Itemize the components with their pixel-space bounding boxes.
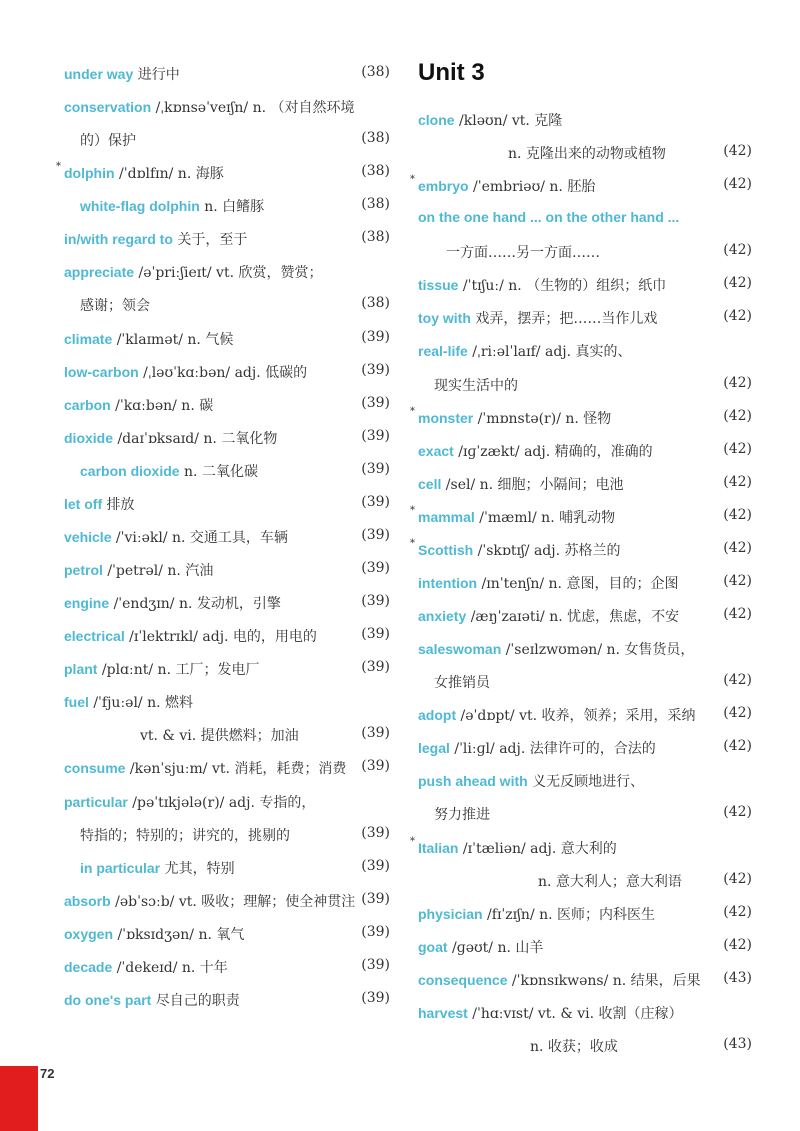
glossary-entry	[418, 209, 752, 237]
glossary-entry	[64, 792, 390, 820]
headword: dolphin	[64, 165, 115, 182]
definition: /ˈfjuːəl/ n. 燃料	[88, 695, 194, 712]
star-marker: *	[410, 835, 415, 847]
page-ref: (38)	[361, 64, 390, 80]
glossary-entry	[64, 990, 390, 1018]
definition: /plɑːnt/ n. 工厂；发电厂	[97, 662, 260, 679]
page-ref: (38)	[361, 295, 390, 312]
glossary-entry	[418, 1003, 752, 1031]
page-color-tab	[0, 1066, 38, 1131]
glossary-entry	[64, 97, 390, 125]
definition: /ˈklaɪmət/ n. 气候	[112, 331, 234, 348]
page-ref: (39)	[361, 989, 390, 1006]
definition: /kənˈsjuːm/ vt. 消耗，耗费；消费	[125, 761, 347, 778]
glossary-entry	[56, 161, 390, 191]
page-ref: (42)	[723, 176, 752, 193]
glossary-entry	[64, 262, 390, 290]
page-ref: (38)	[361, 130, 390, 147]
glossary-entry	[418, 771, 752, 799]
glossary-entry	[64, 758, 390, 786]
definition: /ˌkɒnsəˈveɪʃn/ n. （对自然环境	[151, 100, 355, 117]
glossary-entry	[64, 957, 390, 985]
page-ref: (39)	[361, 526, 390, 543]
headword: electrical	[64, 628, 125, 645]
headword: oxygen	[64, 925, 114, 942]
page-ref: (39)	[361, 659, 390, 676]
headword: harvest	[418, 1004, 468, 1021]
glossary-entry	[418, 1036, 752, 1064]
star-marker: *	[410, 504, 415, 516]
headword: on the one hand ... on the other hand ...	[418, 209, 680, 226]
headword: goat	[418, 938, 448, 955]
page-ref: (39)	[361, 394, 390, 411]
headword: carbon dioxide	[80, 462, 180, 479]
glossary-entry	[64, 825, 390, 853]
headword: embryo	[418, 178, 469, 195]
definition: /ˈdekeɪd/ n. 十年	[112, 959, 228, 976]
definition: n. 二氧化碳	[179, 463, 258, 480]
page-ref: (39)	[361, 560, 390, 577]
headword: in particular	[80, 859, 161, 876]
definition: /sel/ n. 细胞；小隔间；电池	[441, 476, 624, 493]
glossary-entry	[64, 692, 390, 720]
definition: /əˈdɒpt/ vt. 收养，领养；采用，采纳	[456, 708, 696, 725]
glossary-entry	[64, 329, 390, 357]
headword: white-flag dolphin	[80, 198, 200, 215]
page-ref: (39)	[361, 328, 390, 345]
glossary-entry	[418, 308, 752, 336]
page-ref: (42)	[723, 473, 752, 490]
definition: /ˈliːɡl/ adj. 法律许可的，合法的	[449, 741, 656, 758]
glossary-entry	[64, 196, 390, 224]
glossary-entry	[64, 461, 390, 489]
glossary-entry	[64, 560, 390, 588]
glossary-entry	[418, 275, 752, 303]
headword: plant	[64, 661, 98, 678]
definition: /əˈpriːʃieɪt/ vt. 欣赏，赞赏；	[134, 265, 323, 282]
headword: monster	[418, 409, 474, 426]
headword: cell	[418, 475, 442, 492]
definition: n. 白鳍豚	[199, 199, 265, 216]
page-ref: (39)	[361, 493, 390, 510]
star-marker: *	[56, 161, 61, 173]
page-ref: (42)	[723, 870, 752, 887]
glossary-entry	[410, 405, 752, 436]
definition: /ˈskɒtɪʃ/ adj. 苏格兰的	[473, 542, 621, 559]
page-ref: (43)	[723, 1035, 752, 1052]
headword: vehicle	[64, 528, 112, 545]
glossary-entry	[64, 494, 390, 522]
page-ref: (42)	[723, 308, 752, 325]
glossary-entry	[64, 130, 390, 158]
headword: saleswoman	[418, 641, 502, 658]
definition: 感谢；领会	[80, 298, 150, 315]
glossary-entry	[64, 64, 390, 92]
definition: /ɪɡˈzækt/ adj. 精确的，准确的	[453, 443, 653, 460]
definition: n. 克隆出来的动物或植物	[508, 146, 666, 163]
headword: low-carbon	[64, 363, 139, 380]
definition: 努力推进	[434, 807, 490, 824]
glossary-entry	[418, 904, 752, 932]
headword: carbon	[64, 396, 111, 413]
glossary-entry	[418, 110, 752, 138]
definition: /ˌləʊˈkɑːbən/ adj. 低碳的	[138, 364, 308, 381]
page-ref: (39)	[361, 593, 390, 610]
definition: 尤其，特别	[160, 860, 235, 877]
definition: 特指的；特别的；讲究的，挑剔的	[80, 827, 290, 844]
definition: /əbˈsɔːb/ vt. 吸收；理解；使全神贯注	[110, 893, 356, 910]
glossary-entry	[418, 672, 752, 700]
page-ref: (38)	[361, 229, 390, 246]
headword: appreciate	[64, 264, 135, 281]
page-ref: (42)	[723, 606, 752, 623]
definition: /æŋˈzaɪəti/ n. 忧虑，焦虑，不安	[466, 609, 680, 626]
glossary-entry	[418, 573, 752, 601]
definition: /ˈendʒɪn/ n. 发动机，引擎	[109, 596, 281, 613]
definition: /pəˈtɪkjələ(r)/ adj. 专指的，	[127, 794, 316, 811]
page-ref: (39)	[361, 725, 390, 742]
glossary-entry	[410, 504, 752, 535]
glossary-entry	[418, 341, 752, 369]
headword: push ahead with	[418, 773, 528, 790]
headword: consequence	[418, 971, 508, 988]
glossary-entry	[64, 858, 390, 886]
headword: climate	[64, 330, 113, 347]
headword: under way	[64, 66, 134, 82]
glossary-entry	[64, 428, 390, 456]
page-ref: (42)	[723, 804, 752, 821]
glossary-entry	[418, 375, 752, 403]
page-number: 72	[40, 1066, 55, 1081]
page-ref: (42)	[723, 143, 752, 160]
definition: /ɪˈlektrɪkl/ adj. 电的，用电的	[124, 629, 317, 646]
glossary-entry	[418, 242, 752, 270]
definition: 戏弄，摆弄；把……当作儿戏	[470, 311, 658, 328]
headword: let off	[64, 495, 103, 512]
headword: engine	[64, 595, 110, 612]
headword: absorb	[64, 892, 111, 909]
definition: n. 意大利人；意大利语	[538, 873, 682, 890]
glossary-entry	[64, 626, 390, 654]
page-ref: (39)	[361, 890, 390, 907]
definition: /ˈtɪʃuː/ n. （生物的）组织；纸巾	[458, 278, 667, 295]
headword: Italian	[418, 839, 459, 856]
headword: physician	[418, 905, 483, 922]
definition: 义无反顾地进行、	[527, 774, 645, 791]
headword: Scottish	[418, 541, 474, 558]
page-ref: (43)	[723, 969, 752, 986]
page-ref: (42)	[723, 572, 752, 589]
definition: /ˈdɒlfɪn/ n. 海豚	[114, 166, 224, 183]
glossary-entry	[64, 659, 390, 687]
definition: /ɪnˈtenʃn/ n. 意图，目的；企图	[477, 575, 679, 592]
definition: 关于，至于	[172, 232, 248, 249]
page-ref: (38)	[361, 196, 390, 213]
glossary-entry	[418, 738, 752, 766]
definition: 的）保护	[80, 133, 136, 150]
page-ref: (42)	[723, 506, 752, 523]
page-ref: (39)	[361, 923, 390, 940]
page-ref: (39)	[361, 427, 390, 444]
definition: /ˈmɒnstə(r)/ n. 怪物	[473, 410, 612, 427]
glossary-entry	[64, 593, 390, 621]
page-ref: (42)	[723, 936, 752, 953]
glossary-entry	[418, 937, 752, 965]
glossary-entry	[418, 474, 752, 502]
definition: 进行中	[133, 67, 180, 83]
glossary-entry	[64, 395, 390, 423]
page-ref: (39)	[361, 956, 390, 973]
definition: 尽自己的职责	[151, 992, 240, 1009]
definition: /ˈkɒnsɪkwəns/ n. 结果，后果	[507, 972, 701, 989]
glossary-entry	[410, 835, 752, 866]
page-ref: (42)	[723, 407, 752, 424]
glossary-entry	[418, 804, 752, 832]
glossary-entry	[418, 606, 752, 634]
definition: /ˈɒksɪdʒən/ n. 氧气	[113, 926, 245, 943]
definition: /ˈkɑːbən/ n. 碳	[110, 397, 214, 414]
page-ref: (38)	[361, 163, 390, 180]
page-ref: (39)	[361, 857, 390, 874]
page-ref: (39)	[361, 824, 390, 841]
page-ref: (39)	[361, 361, 390, 378]
glossary-entry	[64, 295, 390, 323]
headword: toy with	[418, 310, 471, 327]
definition: n. 收获；收成	[530, 1038, 618, 1055]
glossary-entry	[64, 527, 390, 555]
page-ref: (42)	[723, 539, 752, 556]
headword: real-life	[418, 343, 468, 360]
definition: 女推销员	[434, 675, 490, 692]
headword: fuel	[64, 694, 89, 711]
glossary-entry	[410, 537, 752, 568]
page-ref: (42)	[723, 374, 752, 391]
headword: do one's part	[64, 991, 152, 1008]
definition: /ˈseɪlzwʊmən/ n. 女售货员，	[501, 642, 695, 659]
glossary-entry	[64, 725, 390, 753]
glossary-entry	[410, 174, 752, 204]
headword: petrol	[64, 562, 103, 579]
glossary-entry	[64, 891, 390, 919]
glossary-entry	[418, 441, 752, 469]
headword: particular	[64, 793, 128, 810]
star-marker: *	[410, 174, 415, 186]
headword: dioxide	[64, 429, 114, 446]
page-ref: (42)	[723, 242, 752, 259]
headword: exact	[418, 442, 454, 459]
definition: /ˈviːəkl/ n. 交通工具，车辆	[111, 529, 288, 546]
headword: decade	[64, 958, 113, 975]
page-ref: (42)	[723, 903, 752, 920]
definition: /ˈhɑːvɪst/ vt. & vi. 收割（庄稼）	[467, 1005, 683, 1022]
unit-title: Unit 3	[418, 59, 485, 86]
headword: consume	[64, 760, 126, 777]
definition: /ɡəʊt/ n. 山羊	[447, 939, 544, 956]
star-marker: *	[410, 405, 415, 417]
headword: legal	[418, 740, 450, 757]
page-ref: (42)	[723, 440, 752, 457]
headword: mammal	[418, 508, 475, 525]
glossary-entry	[418, 705, 752, 733]
page-ref: (42)	[723, 672, 752, 689]
glossary-entry	[418, 143, 752, 171]
definition: /ˈmæml/ n. 哺乳动物	[474, 509, 616, 526]
headword: tissue	[418, 277, 459, 294]
definition: /daɪˈɒksaɪd/ n. 二氧化物	[113, 430, 278, 447]
headword: conservation	[64, 99, 152, 116]
page-ref: (39)	[361, 626, 390, 643]
glossary-entry	[418, 970, 752, 998]
page-ref: (42)	[723, 738, 752, 755]
definition: /ˈembriəʊ/ n. 胚胎	[468, 179, 596, 196]
glossary-entry	[64, 229, 390, 257]
definition: 现实生活中的	[434, 377, 518, 394]
definition: /ˈpetrəl/ n. 汽油	[102, 563, 214, 580]
glossary-entry	[64, 362, 390, 390]
definition: 排放	[102, 496, 135, 513]
definition: vt. & vi. 提供燃料；加油	[140, 728, 299, 745]
headword: adopt	[418, 707, 457, 724]
headword: intention	[418, 574, 478, 591]
star-marker: *	[410, 537, 415, 549]
definition: /ɪˈtæliən/ adj. 意大利的	[458, 840, 617, 857]
page-ref: (39)	[361, 758, 390, 775]
glossary-entry	[418, 639, 752, 667]
page-ref: (42)	[723, 705, 752, 722]
definition: /kləʊn/ vt. 克隆	[454, 113, 563, 129]
page-ref: (42)	[723, 275, 752, 292]
headword: anxiety	[418, 608, 467, 625]
glossary-entry	[64, 924, 390, 952]
headword: clone	[418, 112, 455, 128]
definition: /ˌriːəlˈlaɪf/ adj. 真实的、	[467, 344, 632, 361]
page-ref: (39)	[361, 460, 390, 477]
glossary-entry	[418, 871, 752, 899]
headword: in/with regard to	[64, 231, 173, 248]
definition: /fɪˈzɪʃn/ n. 医师；内科医生	[482, 906, 656, 923]
definition: 一方面……另一方面……	[446, 245, 600, 262]
